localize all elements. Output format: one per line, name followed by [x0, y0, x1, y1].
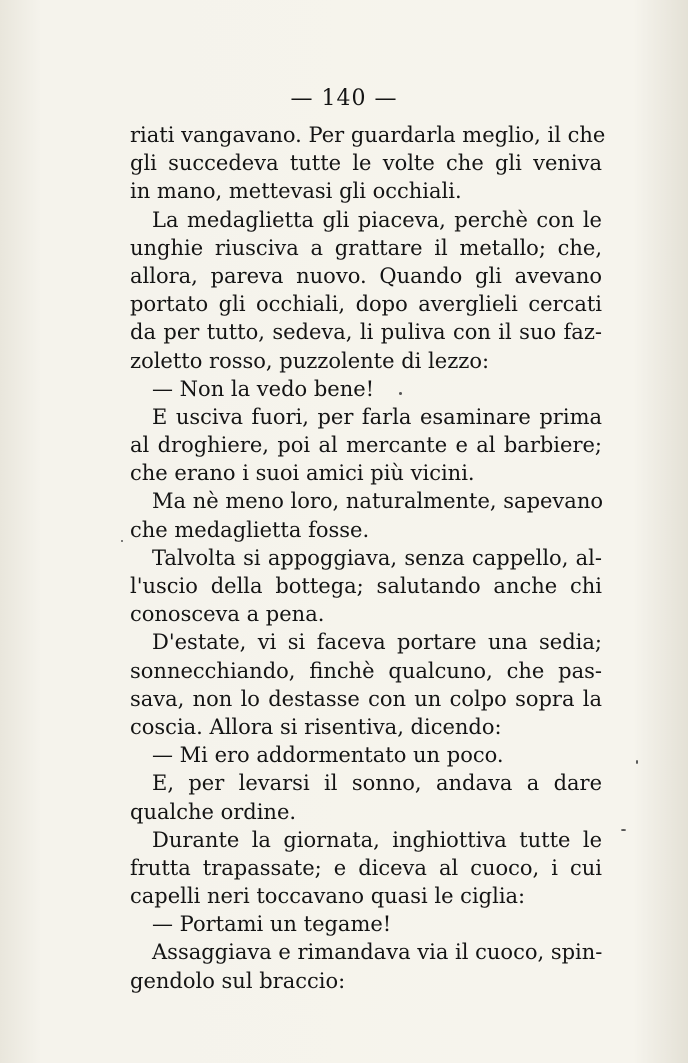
text-line: riati vangavano. Per guardarla meglio, il che: [130, 123, 606, 147]
text-line: La medaglietta gli piaceva, perchè con le: [152, 207, 602, 232]
text-line: l'uscio della bottega; salutando anche chi: [130, 574, 602, 598]
scan-speck: [621, 829, 626, 831]
text-line: — Mi ero addormentato un poco.: [152, 743, 504, 768]
text-line: che medaglietta fosse.: [130, 517, 370, 542]
text-line: — Non la vedo bene!: [152, 376, 375, 401]
scan-speck: [636, 760, 638, 764]
text-line: che erano i suoi amici più vicini.: [130, 461, 475, 486]
text-line: allora, pareva nuovo. Quando gli avevano: [130, 263, 602, 288]
text-line: E, per levarsi il sonno, andava a dare: [152, 771, 602, 796]
text-line: sonnecchiando, finchè qualcuno, che pas-: [130, 658, 602, 683]
text-line: capelli neri toccavano quasi le ciglia:: [130, 884, 526, 909]
text-line: E usciva fuori, per farla esaminare prima: [152, 404, 602, 429]
text-line: da per tutto, sedeva, li puliva con il suo faz-: [130, 320, 602, 345]
text-line: qualche ordine.: [130, 799, 297, 824]
scan-speck: [121, 540, 123, 542]
text-line: unghie riusciva a grattare il metallo; che,: [130, 235, 602, 260]
text-line: gendolo sul braccio:: [130, 968, 346, 993]
text-line: gli succedeva tutte le volte che gli veniva: [130, 151, 602, 176]
text-line: in mano, mettevasi gli occhiali.: [130, 179, 462, 204]
text-line: portato gli occhiali, dopo averglieli cercati: [130, 292, 602, 317]
text-line: Ma nè meno loro, naturalmente, sapevano: [152, 489, 603, 514]
text-line: coscia. Allora si risentiva, dicendo:: [130, 714, 502, 739]
text-line: zoletto rosso, puzzolente di lezzo:: [130, 348, 490, 373]
text-line: Assaggiava e rimandava via il cuoco, spin-: [152, 940, 603, 965]
text-line: Talvolta si appoggiava, senza cappello, al-: [152, 545, 602, 570]
text-line: sava, non lo destasse con un colpo sopra la: [130, 686, 602, 711]
scan-speck: [399, 392, 402, 395]
text-line: frutta trapassate; e diceva al cuoco, i cui: [130, 855, 602, 880]
text-line: al droghiere, poi al mercante e al barbiere;: [130, 433, 602, 458]
page-number: — 140 —: [290, 86, 398, 111]
text-line: D'estate, vi si faceva portare una sedia;: [152, 630, 602, 655]
text-line: — Portami un tegame!: [152, 912, 392, 937]
body-text: [130, 121, 606, 995]
text-line: Durante la giornata, inghiottiva tutte le: [152, 827, 602, 852]
text-line: conosceva a pena.: [130, 602, 325, 627]
